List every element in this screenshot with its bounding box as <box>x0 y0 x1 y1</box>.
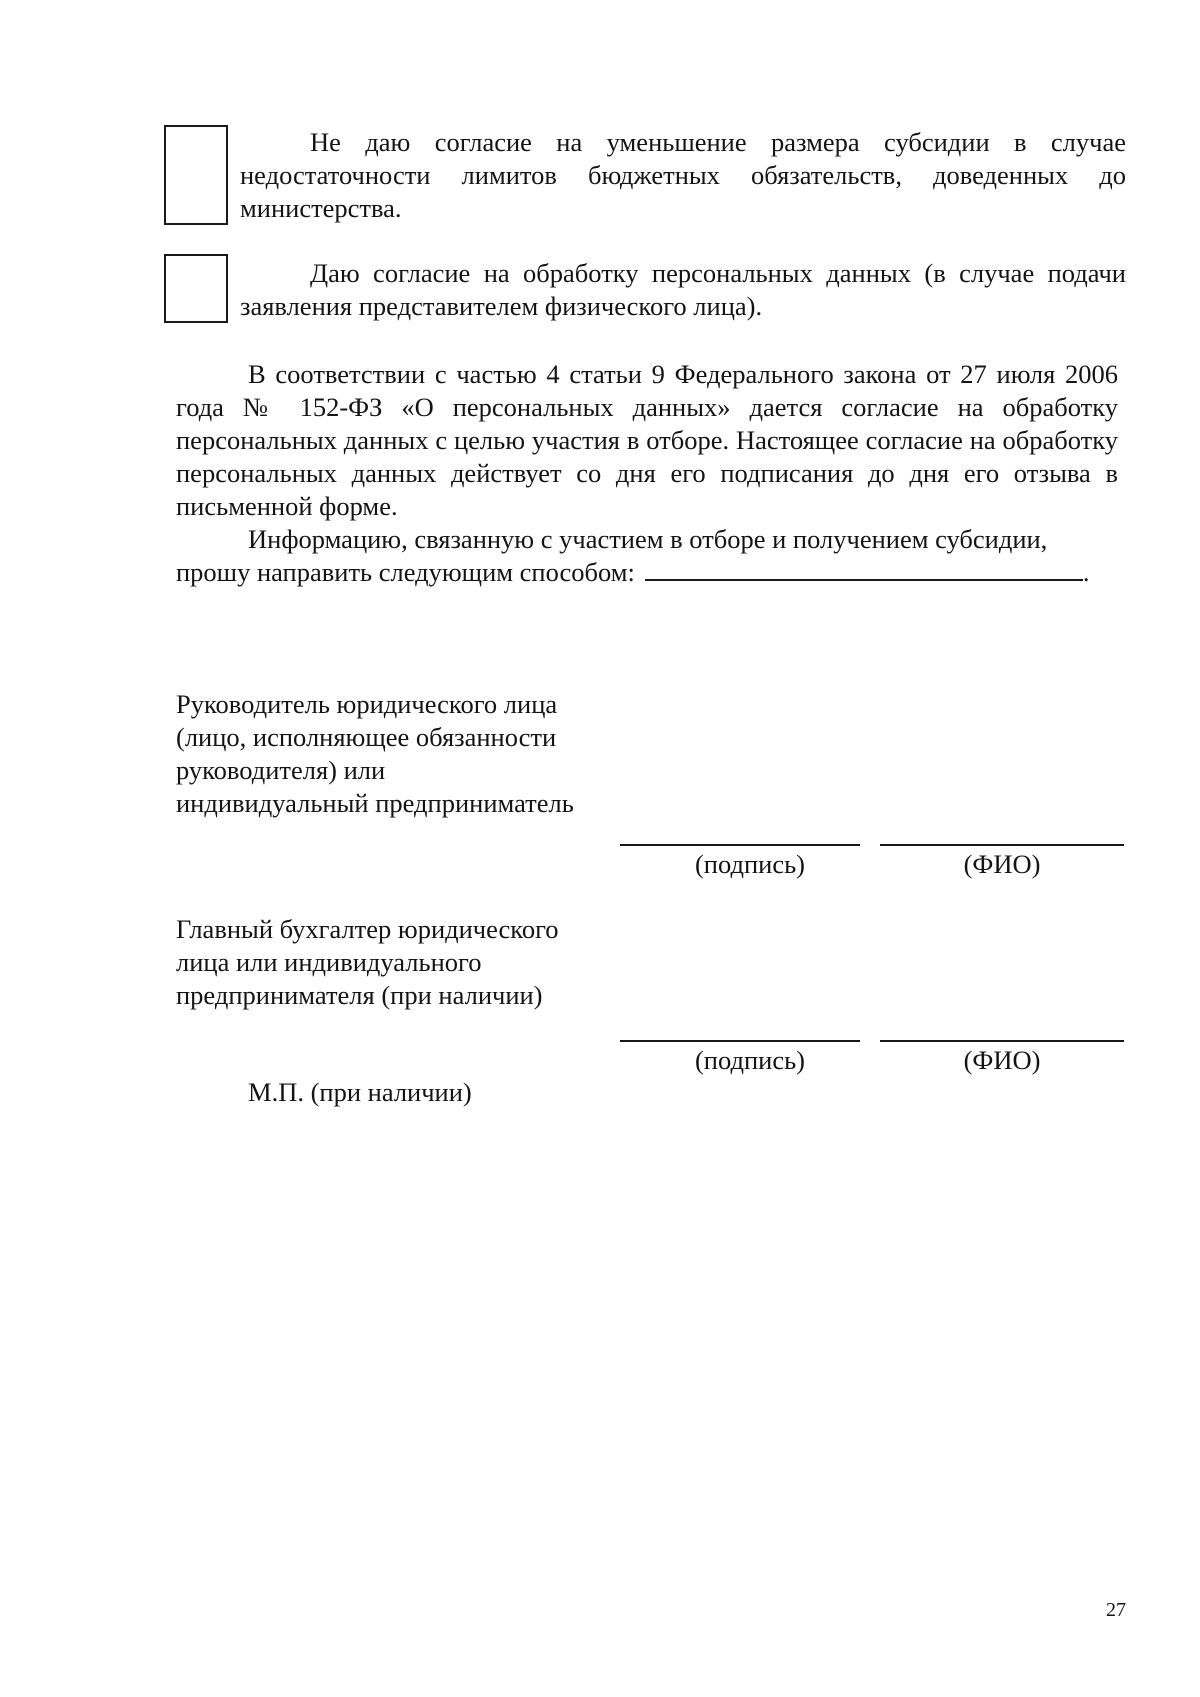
info-paragraph-line1: Информацию, связанную с участием в отборе и получением субсидии, <box>248 524 1048 554</box>
consent-checkbox-personal-data[interactable] <box>164 254 228 323</box>
accountant-name-caption: (ФИО) <box>963 1045 1041 1075</box>
accountant-name-line[interactable] <box>880 1040 1124 1042</box>
director-name-caption: (ФИО) <box>963 849 1041 879</box>
consent-text-personal-data: Даю согласие на обработку персональных данных (в случае подачи заявления представителем физического лица). <box>240 258 1126 321</box>
consent-checkbox-subsidy-reduction[interactable] <box>164 125 228 225</box>
info-method-label: прошу направить следующим способом: <box>176 557 635 587</box>
law-paragraph: В соответствии с частью 4 статьи 9 Федерального закона от 27 июля 2006 года № 152-ФЗ «О персональных данных» дается согласие на обработку персональных данных с целью участия в отборе. Настоящее согласие на обработку персональных данных действует со дня его подписания до дня его отзыва в письменной форме. <box>176 359 1118 521</box>
signer-role-director: Руководитель юридического лица (лицо, исполняющее обязанности руководителя) или индивидуальный предприниматель <box>176 689 574 818</box>
director-signature-line[interactable] <box>620 844 860 846</box>
info-end-mark: . <box>1082 557 1090 587</box>
accountant-signature-caption: (подпись) <box>694 1045 805 1075</box>
director-signature-caption: (подпись) <box>694 849 805 879</box>
delivery-method-blank-field[interactable] <box>645 557 1083 581</box>
stamp-placeholder-label: М.П. (при наличии) <box>248 1077 472 1107</box>
info-paragraph-line2 <box>176 556 1090 589</box>
consent-text-subsidy-reduction: Не даю согласие на уменьшение размера субсидии в случае недостаточности лимитов бюджетных обязательств, доведенных до министерства. <box>240 127 1126 223</box>
director-name-line[interactable] <box>880 844 1124 846</box>
page-number: 27 <box>1106 1599 1126 1621</box>
accountant-signature-line[interactable] <box>620 1040 860 1042</box>
signer-role-chief-accountant: Главный бухгалтер юридического лица или индивидуального предпринимателя (при наличии) <box>176 914 559 1010</box>
